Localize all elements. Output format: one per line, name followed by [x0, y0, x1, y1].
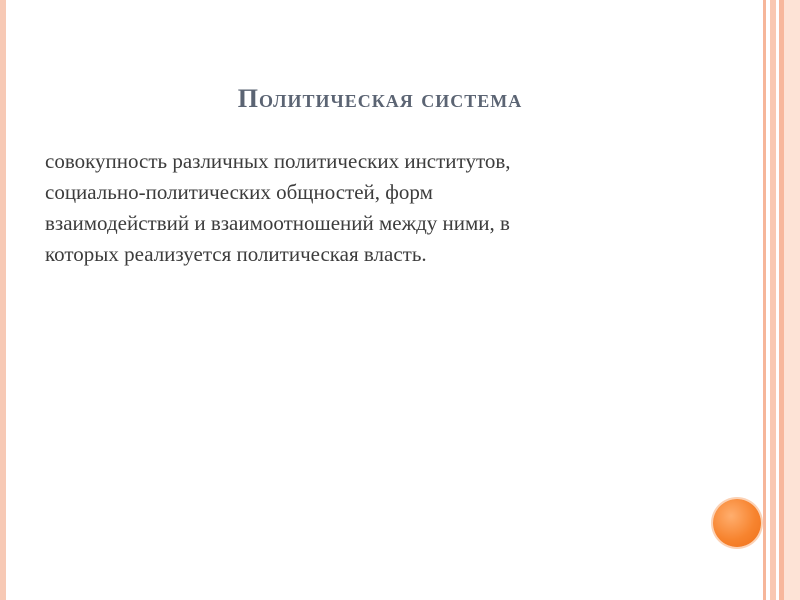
left-border-strip [0, 0, 6, 600]
body-line: которых реализуется политическая власть. [45, 242, 427, 266]
slide-body-text [45, 146, 665, 270]
orange-circle-icon [713, 499, 761, 547]
slide-title: Политическая система [237, 84, 523, 113]
body-line: взаимодействий и взаимоотношений между ними, в [45, 211, 510, 235]
right-decorative-stripes [763, 0, 800, 600]
body-line: совокупность различных политических институтов, [45, 149, 511, 173]
body-line: социально-политических общностей, форм [45, 180, 433, 204]
